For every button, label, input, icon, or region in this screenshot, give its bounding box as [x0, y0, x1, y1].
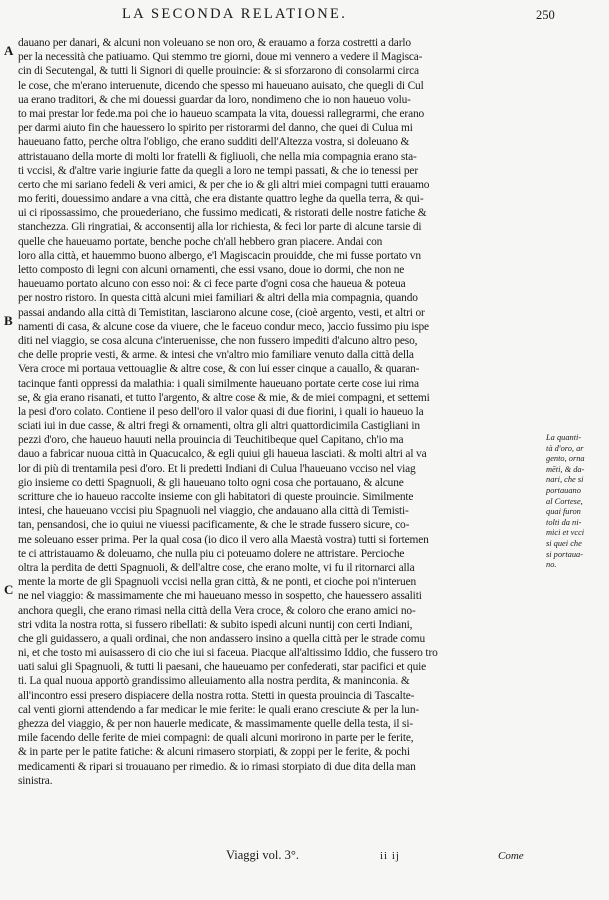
text-line: ua erano traditori, & che mi douessi guardar da loro, nondimeno che io non haueuo volu-: [18, 93, 411, 106]
text-line: diti nel viaggio, se cosa alcuna c'interuenisse, che non fussero impediti d'alcuno altro peso,: [18, 334, 418, 347]
text-line: stanchezza. Gli ringratiai, & acconsentij alla lor richiesta, & feci lor parte di alcune tarsie di: [18, 221, 422, 234]
text-line: dauano per danari, & alcuni non voleuano se non oro, & erauamo a forza costretti a darlo: [18, 37, 411, 49]
page-footer: [0, 848, 609, 870]
footer-catchword: Come: [498, 850, 524, 862]
marginal-note-line: portauano: [546, 485, 581, 495]
marginal-note-line: tà d'oro, ar: [546, 443, 584, 453]
text-line: le cose, che m'erano interuenute, dicendo che spesso mi haueuano auisato, che quegli di Cul: [18, 79, 424, 92]
marginal-note-line: quai furon: [546, 507, 581, 517]
text-line: per darmi aiuto fin che hauessero lo spirito per ristorarmi del danno, che quei di Culua mi: [18, 122, 413, 135]
text-line: sinistra.: [18, 774, 53, 787]
text-line: cin di Secutengal, & tutti li Signori di quelle prouincie: & si sforzarono di consolarmi circa: [18, 65, 419, 78]
marginal-note-line: gento, orna: [546, 454, 585, 464]
marginal-note: [546, 433, 606, 571]
text-line: che delle proprie vesti, & arme. & intesi che vn'altro mio familiare venuto dalla città della: [18, 349, 414, 362]
text-line: mile facendo delle ferite de miei compagni: de quali alcuni morirono in parte per le ferite,: [18, 732, 414, 745]
section-marker-b: B: [4, 313, 13, 328]
text-line: me soleuano esser prima. Per la qual cosa (io dico il vero alla Maestà vostra) tutti si fortemen: [18, 533, 429, 546]
text-line: cal venti giorni attendendo a far medicar le mie ferite: le quali erano cresciute & per la lun-: [18, 703, 420, 716]
marginal-note-line: si quei che: [546, 538, 582, 548]
marginal-note-line: mēti, & da-: [546, 464, 585, 474]
text-line: all'incontro essi presero dispiacere della nostra rotta. Stetti in questa prouincia di Tascalte-: [18, 689, 415, 702]
section-marker-c: C: [4, 582, 14, 597]
text-line: che gli guidassero, a quali ordinai, che non andassero insino a quella città per le strade comu: [18, 632, 426, 645]
text-line: ti vccisi, & d'altre varie ingiurie fatte da quegli a loro ne tempi passati, & che io tenessi per: [18, 164, 418, 177]
text-line: loro alla città, et hauemmo buono albergo, e'l Magiscacin prouidde, che mi fusse portato vn: [18, 249, 421, 262]
text-line: oltra la perdita de detti Spagnuoli, & dell'altre cose, che erano molte, vi fu il ritornarci alla: [18, 561, 415, 574]
text-line: anchora quegli, che erano rimasi nella città della Vera croce, & coloro che erano amici no-: [18, 604, 416, 617]
text-line: per nostro ristoro. In questa città alcuni miei familiari & altri della mia compagnia, quando: [18, 292, 418, 305]
marginal-note-line: La quanti-: [546, 433, 582, 442]
text-line: certo che mi sariano fedeli & veri amici, & per che io & gli altri miei compagni tutti erauamo: [18, 178, 430, 191]
text-line: se, & gia erano risanati, et tutto l'argento, & altre cose & mie, & de miei compagni, et settemi: [18, 391, 430, 404]
text-line: attristauano della morte di molti lor fratelli & figliuoli, che nella mia compagnia erano sta-: [18, 150, 417, 163]
text-line: gio insieme co detti Spagnuoli, & gli haueuano tolto ogni cosa che portauano, & alcune: [18, 476, 404, 489]
text-line: mo feriti, douessimo andare a vna città, che era distante quattro leghe da quella terra, & qui-: [18, 193, 424, 206]
text-line: Vera croce mi portaua vettouaglie & altre cose, & con lui esser cinque a cauallo, & quaran-: [18, 363, 420, 376]
text-line: medicamenti & ripari si trouauano per rimedio. & io rimasi storpiato di due dita della man: [18, 760, 416, 773]
text-line: scritture che io haueuo raccolte insieme con gli habitatori di queste prouincie. Similmente: [18, 491, 414, 503]
page-header: [0, 2, 609, 28]
text-line: letto composto di legni con alcuni ornamenti, che essi vsano, doue io dormi, che non ne: [18, 264, 405, 276]
page-number: 250: [536, 8, 555, 22]
text-line: stri vdita la nostra rotta, si fussero ribellati: & subito ispedi alcuni nuntij con certi Indiani,: [18, 618, 413, 631]
text-line: ghezza del viaggio, & per non hauerle medicate, & massimamente quelle della testa, il si-: [18, 718, 413, 730]
text-line: quelle che haueuamo portate, benche poche ch'all hebbero gran piacere. Andai con: [18, 235, 383, 248]
body-text: [18, 36, 546, 788]
running-title: LA SECONDA RELATIONE.: [122, 6, 348, 22]
text-line: haueuano fatto, perche oltra l'obligo, che erano sudditi dell'Altezza vostra, si doleuano &: [18, 136, 410, 149]
footer-signature: ii ij: [380, 850, 400, 862]
text-line: mente la morte de gli Spagnuoli vccisi nella gran città, & ne ponti, et cioche poi n'interuen: [18, 576, 417, 589]
text-line: ui ci ripossassimo, che prouederiano, che fussimo medicati, & ristorati delle nostre fatiche &: [18, 207, 427, 220]
marginal-note-line: no.: [546, 560, 557, 570]
text-line: ni, et che tosto mi auisassero di cio che iui si faceua. Piacque all'altissimo Iddio, che fussero tro: [18, 647, 438, 660]
text-line: namenti di casa, & alcune cose da viuere, che le faceuo condur meco, )accio fussimo piu ispe: [18, 320, 429, 333]
text-line: & in parte per le patite fatiche: & alcuni rimasero storpiati, & zoppi per le ferite, & pochi: [18, 746, 410, 759]
text-line: uati salui gli Spagnuoli, & tutti li paesani, che haueuamo per confederati, star pacifici et quie: [18, 661, 427, 674]
marginal-note-line: al Cortese,: [546, 496, 583, 506]
text-line: intesi, che haueuano vccisi piu Spagnuoli nel viaggio, che andauano alla città di Temisti-: [18, 505, 409, 518]
marginal-note-line: tolti da ni-: [546, 517, 582, 527]
text-line: haueuamo portato alcuno con esso noi: & ci fece parte d'ogni cosa che haueua & poteua: [18, 278, 406, 291]
text-line: to mai prestar lor fede.ma poi che io haueuo scampata la vita, douessi rallegrarmi, che erano: [18, 107, 425, 120]
text-line: sciati iui in due casse, & altri fregi & ornamenti, oltra gli altri quattordicimila Castigliani in: [18, 420, 420, 433]
text-line: ne nel viaggio: & massimamente che mi haueuano messo in sospetto, che hauessero assaliti: [18, 590, 422, 603]
text-line: tan, pensandosi, che io quiui ne viuessi pacificamente, & che le strade fussero sicure, co-: [18, 519, 410, 532]
section-marker-a: A: [4, 43, 14, 58]
text-line: dauo a fabricar nuoua città in Quacucalco, & egli quiui gli haueua lasciati. & molti altri al va: [18, 448, 427, 461]
text-line: ti. La qual nuoua apportò grandissimo alleuiamento alla nostra perdita, & maninconia. &: [18, 675, 410, 688]
marginal-note-line: mici et vcci: [546, 528, 585, 538]
text-line: per la necessità che patiuamo. Qui stemmo tre giorni, doue mi vennero a vedere il Magisca-: [18, 51, 423, 64]
marginal-note-line: si portaua-: [546, 549, 583, 559]
marginal-note-line: nari, che si: [546, 475, 584, 485]
footer-volume: Viaggi vol. 3°.: [226, 848, 299, 862]
text-line: te ci attristauamo & doleuamo, che nulla piu ci poteuamo dolere ne attristare. Percioche: [18, 547, 405, 560]
text-line: tacinque fanti oppressi da malathia: i quali similmente haueuano portate certe cose iui rima: [18, 377, 419, 390]
text-line: pezzi d'oro, che haueuo hauuti nella prouincia di Teuchitibeque quel Capitano, ch'io ma: [18, 434, 404, 447]
text-line: la pesi d'oro colato. Contiene il peso dell'oro il valor quasi di due fiorini, i quali io haueuo la: [18, 405, 424, 418]
text-line: passai andando alla città di Temistitan, lasciarono alcune cose, (cioè argento, vesti, et altri or: [18, 306, 425, 319]
text-line: lor di più di trentamila pesi d'oro. Et li predetti Indiani di Culua l'haueuano vcciso nel viag: [18, 462, 416, 475]
